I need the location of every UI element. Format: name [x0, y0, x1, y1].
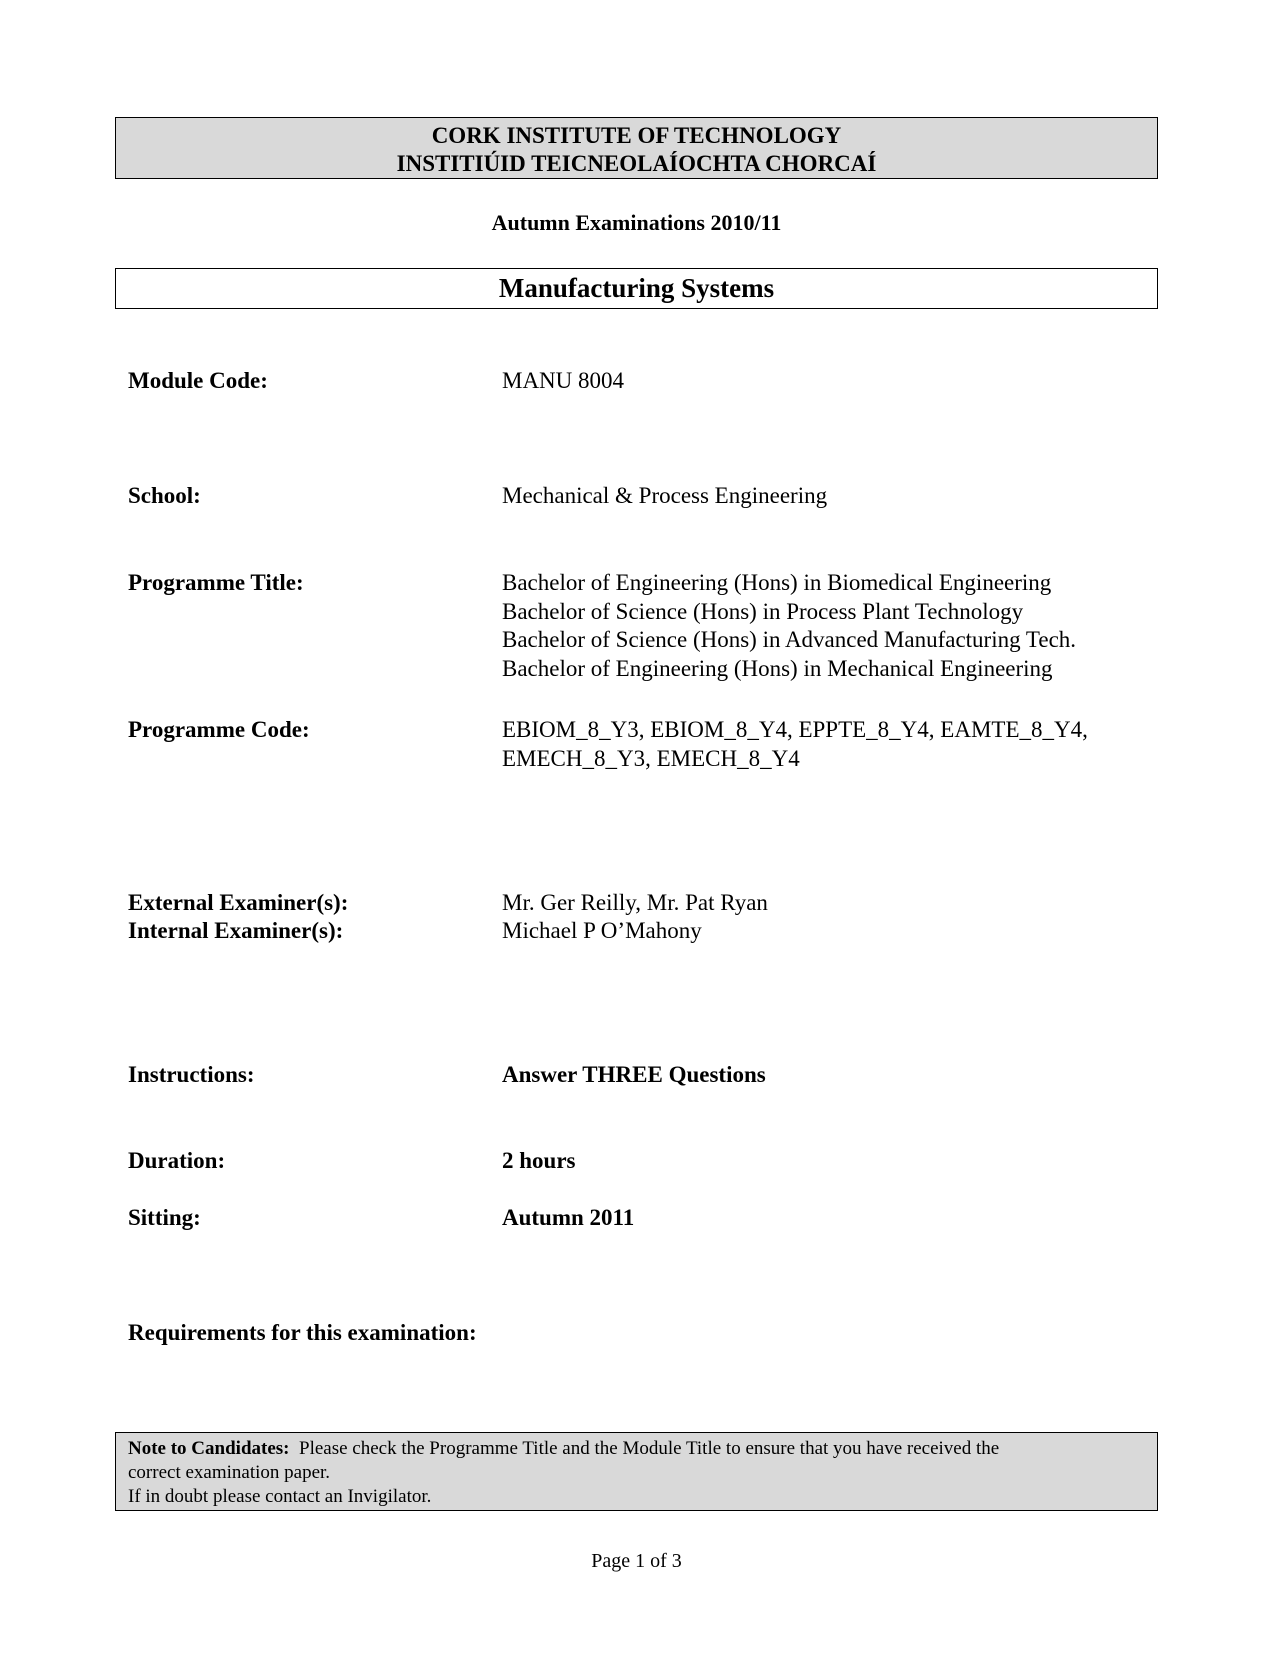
- internal-examiners-value: Michael P O’Mahony: [502, 918, 702, 943]
- programme-title-list: [502, 569, 1076, 683]
- note-to-candidates: [115, 1432, 1158, 1511]
- programme-code-line: EBIOM_8_Y3, EBIOM_8_Y4, EPPTE_8_Y4, EAMTE_8_Y4,: [502, 717, 1088, 742]
- instructions-value: Answer THREE Questions: [502, 1062, 766, 1087]
- sitting-value: Autumn 2011: [502, 1205, 635, 1230]
- school-value: Mechanical & Process Engineering: [502, 483, 828, 508]
- instructions-label: Instructions:: [128, 1062, 255, 1087]
- institution-name-english: CORK INSTITUTE OF TECHNOLOGY: [431, 123, 842, 148]
- internal-examiners-label: Internal Examiner(s):: [128, 918, 344, 943]
- programme-title-item: Bachelor of Engineering (Hons) in Biomedical Engineering: [502, 570, 1052, 595]
- note-line: correct examination paper.: [128, 1462, 331, 1483]
- exam-session: Autumn Examinations 2010/11: [491, 210, 782, 235]
- duration-value: 2 hours: [502, 1148, 576, 1173]
- module-code-value: MANU 8004: [502, 368, 625, 393]
- programme-code-line: EMECH_8_Y3, EMECH_8_Y4: [502, 745, 800, 771]
- programme-title-label: Programme Title:: [128, 570, 304, 595]
- module-title: Manufacturing Systems: [115, 268, 1158, 309]
- note-line: If in doubt please contact an Invigilator.: [128, 1486, 432, 1507]
- duration-label: Duration:: [128, 1148, 226, 1173]
- school-label: School:: [128, 483, 201, 508]
- external-examiners-label: External Examiner(s):: [128, 890, 349, 915]
- programme-code-list: [502, 716, 1088, 773]
- programme-title-item: Bachelor of Science (Hons) in Advanced Manufacturing Tech.: [502, 627, 1077, 652]
- external-examiners-value: Mr. Ger Reilly, Mr. Pat Ryan: [502, 890, 768, 915]
- module-code-label: Module Code:: [128, 368, 268, 393]
- programme-title-item: Bachelor of Engineering (Hons) in Mechanical Engineering: [502, 655, 1053, 681]
- requirements-label: Requirements for this examination:: [128, 1320, 477, 1345]
- note-heading: Note to Candidates:: [128, 1438, 290, 1459]
- institution-name-irish: INSTITIÚID TEICNEOLAÍOCHTA CHORCAÍ: [396, 151, 877, 176]
- note-line: Please check the Programme Title and the Module Title to ensure that you have received the: [299, 1438, 1000, 1459]
- institution-header: [115, 117, 1158, 179]
- sitting-label: Sitting:: [128, 1205, 201, 1230]
- programme-code-label: Programme Code:: [128, 717, 310, 742]
- page-number: Page 1 of 3: [591, 1550, 682, 1572]
- programme-title-item: Bachelor of Science (Hons) in Process Plant Technology: [502, 598, 1024, 624]
